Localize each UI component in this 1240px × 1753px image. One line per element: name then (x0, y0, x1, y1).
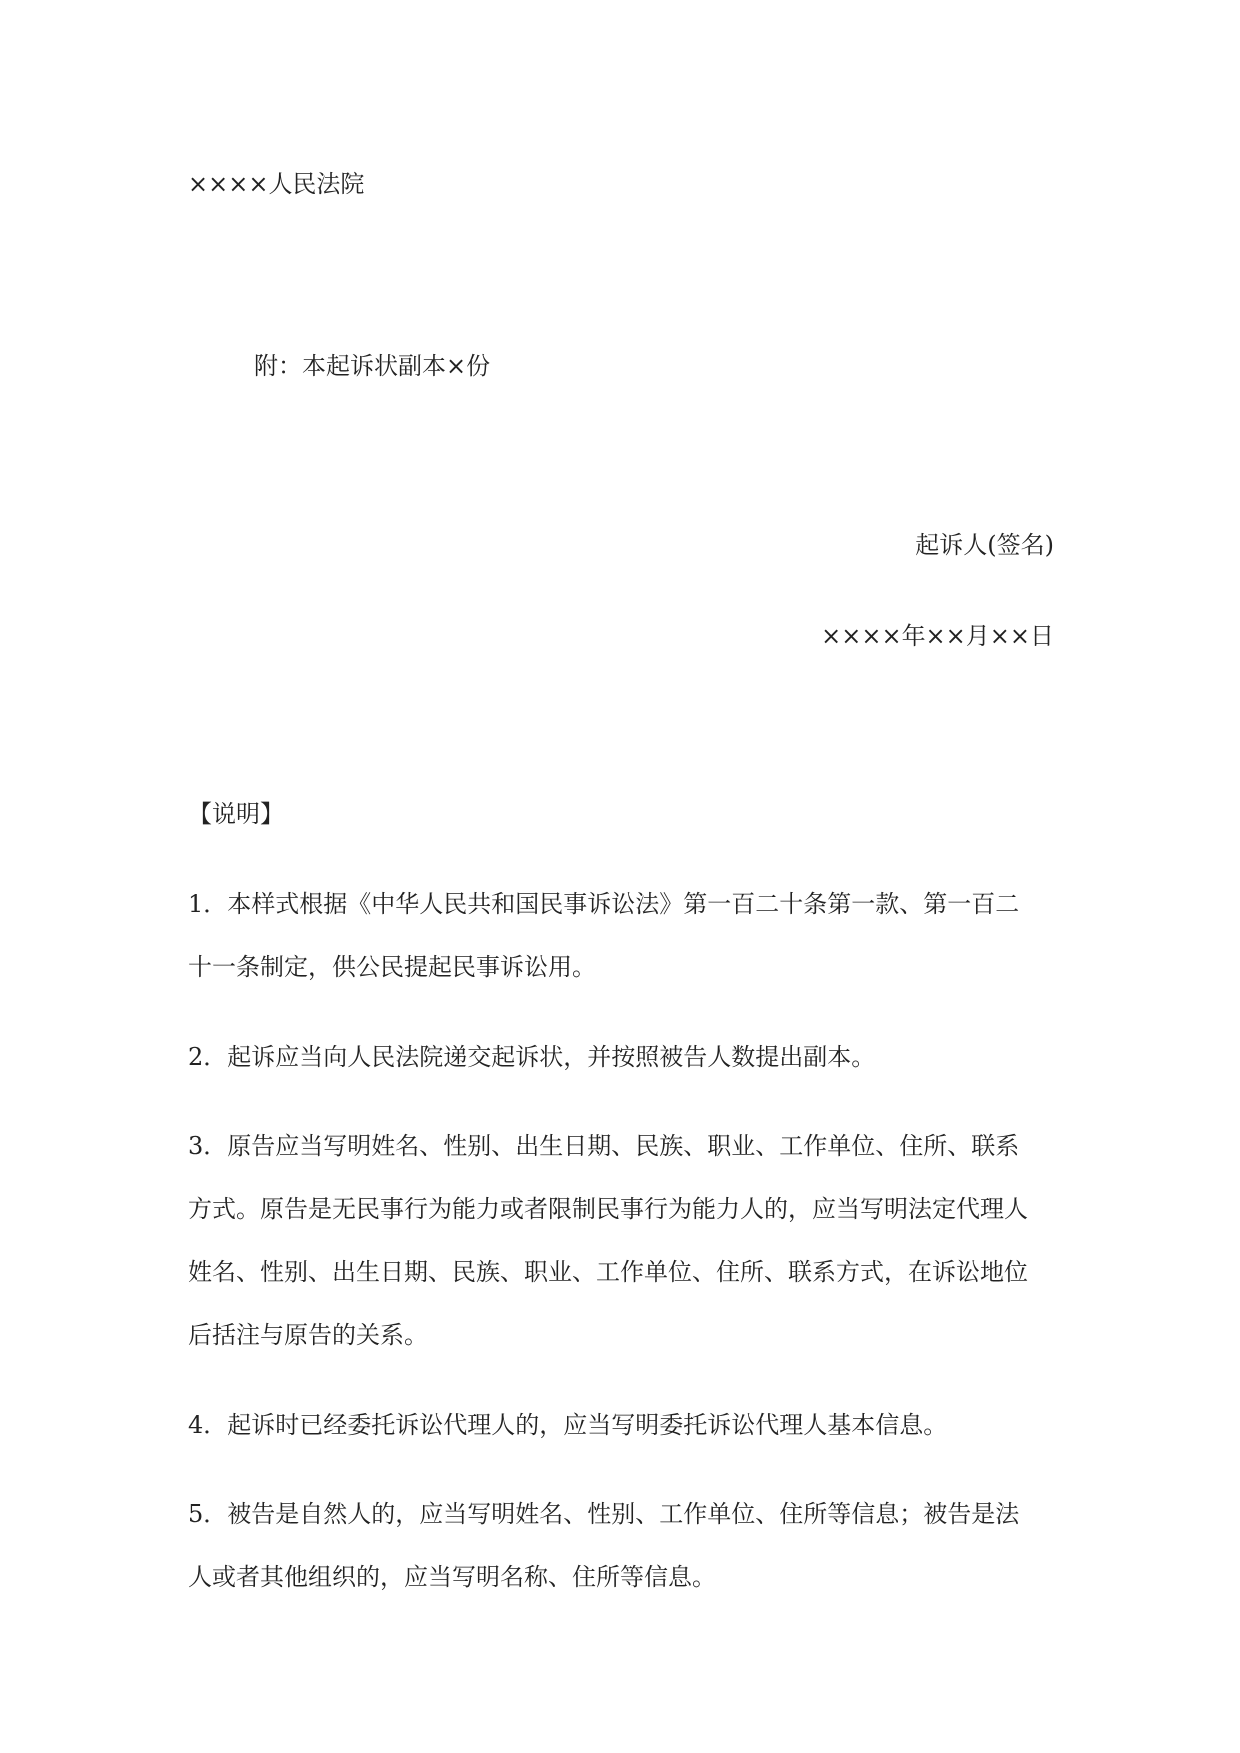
notes-heading: 【说明】 (188, 800, 284, 828)
note-1-line-1: 1．本样式根据《中华人民共和国民事诉讼法》第一百二十条第一款、第一百二 (188, 890, 1020, 918)
note-3-line-1: 3．原告应当写明姓名、性别、出生日期、民族、职业、工作单位、住所、联系 (188, 1132, 1020, 1160)
note-3-line-4: 后括注与原告的关系。 (188, 1321, 428, 1349)
note-2-line-1: 2．起诉应当向人民法院递交起诉状，并按照被告人数提出副本。 (188, 1043, 876, 1071)
attachment-line: 附：本起诉状副本×份 (254, 352, 491, 380)
note-5-line-2: 人或者其他组织的，应当写明名称、住所等信息。 (188, 1563, 716, 1591)
date-line: ××××年××月××日 (821, 622, 1054, 650)
note-1-line-2: 十一条制定，供公民提起民事诉讼用。 (188, 953, 596, 981)
court-name: ××××人民法院 (188, 170, 365, 198)
note-4-line-1: 4．起诉时已经委托诉讼代理人的，应当写明委托诉讼代理人基本信息。 (188, 1411, 948, 1439)
note-3-line-3: 姓名、性别、出生日期、民族、职业、工作单位、住所、联系方式，在诉讼地位 (188, 1258, 1028, 1286)
note-5-line-1: 5．被告是自然人的，应当写明姓名、性别、工作单位、住所等信息；被告是法 (188, 1500, 1020, 1528)
note-3-line-2: 方式。原告是无民事行为能力或者限制民事行为能力人的，应当写明法定代理人 (188, 1195, 1028, 1223)
signature-line: 起诉人(签名) (915, 531, 1054, 559)
